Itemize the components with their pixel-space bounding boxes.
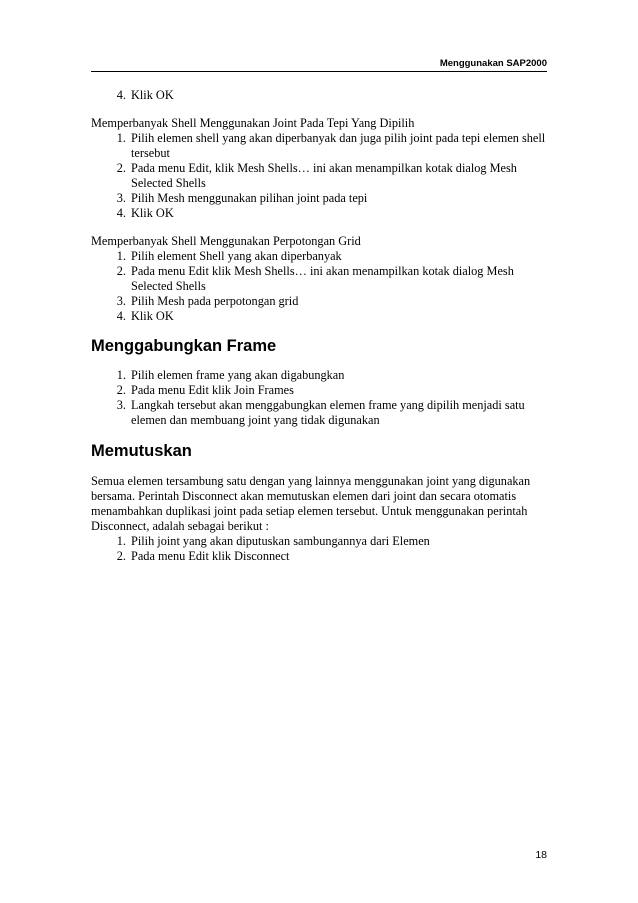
heading-memutuskan: Memutuskan (91, 442, 192, 460)
list-item: 3. Langkah tersebut akan menggabungkan elemen frame yang dipilih menjadi satu elemen dan membuang joint yang tidak digunakan (129, 398, 549, 428)
section-heading-shell-joint: Memperbanyak Shell Menggunakan Joint Pada Tepi Yang Dipilih (91, 116, 415, 130)
list-item: 3. Pilih Mesh menggunakan pilihan joint pada tepi (129, 191, 549, 206)
list-item: 1. Pilih element Shell yang akan diperbanyak (129, 249, 549, 264)
shell-grid-steps (91, 249, 549, 324)
list-item: 2. Pada menu Edit klik Join Frames (129, 383, 549, 398)
intro-list (91, 88, 549, 103)
running-header: Menggunakan SAP2000 (91, 58, 547, 72)
list-item: 1. Pilih elemen frame yang akan digabungkan (129, 368, 549, 383)
section-heading-shell-grid: Memperbanyak Shell Menggunakan Perpotongan Grid (91, 234, 361, 248)
list-item: 2. Pada menu Edit klik Mesh Shells… ini akan menampilkan kotak dialog Mesh Selected Shells (129, 264, 549, 294)
join-frame-steps (91, 368, 549, 428)
page-content (91, 88, 549, 564)
disconnect-paragraph: Semua elemen tersambung satu dengan yang lainnya menggunakan joint yang digunakan bersama. Perintah Disconnect akan memutuskan elemen dari joint dan secara otomatis menambahkan duplikasi joint pada setiap elemen tersebut. Untuk menggunakan perintah Disconnect, adalah sebagai berikut : (91, 474, 531, 533)
list-item: 4. Klik OK (129, 309, 549, 324)
list-item: 2. Pada menu Edit klik Disconnect (129, 549, 549, 564)
list-item: 2. Pada menu Edit, klik Mesh Shells… ini akan menampilkan kotak dialog Mesh Selected Shells (129, 161, 549, 191)
shell-joint-steps (91, 131, 549, 221)
list-item: 1. Pilih joint yang akan diputuskan sambungannya dari Elemen (129, 534, 549, 549)
heading-menggabungkan-frame: Menggabungkan Frame (91, 337, 277, 355)
page-number: 18 (535, 849, 547, 861)
list-item: 1. Pilih elemen shell yang akan diperbanyak dan juga pilih joint pada tepi elemen shell tersebut (129, 131, 549, 161)
list-item: 4. Klik OK (129, 206, 549, 221)
list-item: 4. Klik OK (129, 88, 549, 103)
list-item: 3. Pilih Mesh pada perpotongan grid (129, 294, 549, 309)
disconnect-steps (91, 534, 549, 564)
